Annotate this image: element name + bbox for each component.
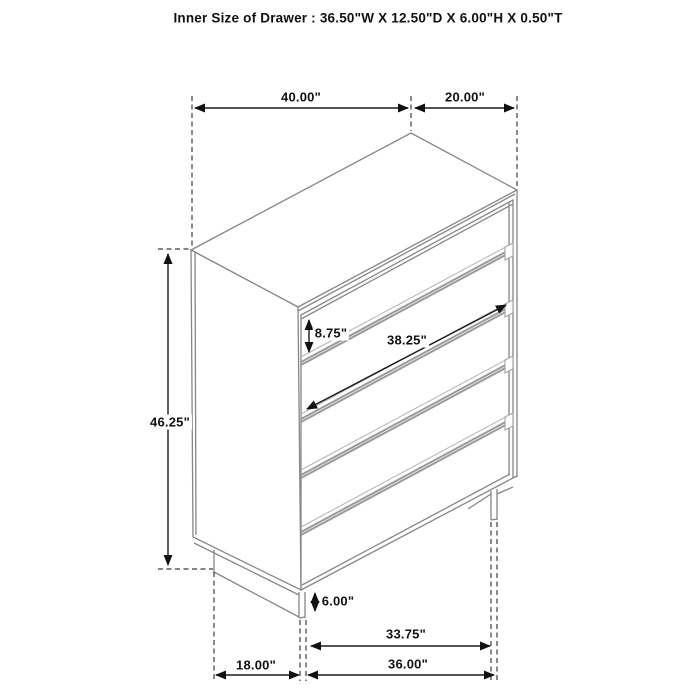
right-leg-connector [497,487,513,494]
dim-label-base-width: 36.00" [388,656,428,672]
dim-label-top-width: 40.00" [281,89,321,105]
dim-label-leg-height: 6.00" [321,593,355,609]
left-side-panel [191,250,301,590]
dim-label-drawer-front-height: 8.75" [314,325,348,341]
front-left-leg [299,592,305,618]
chest-body [191,133,517,595]
dim-label-overall-height: 46.25" [150,414,190,430]
dim-label-drawer-front-width: 38.25" [387,332,427,348]
page-title: Inner Size of Drawer : 36.50"W X 12.50"D X 6.00"H X 0.50"T [173,10,563,26]
dim-label-leg-span-inner: 33.75" [386,626,426,642]
front-right-leg [491,489,497,520]
dim-label-top-depth: 20.00" [445,89,485,105]
dim-label-base-depth: 18.00" [236,657,276,673]
